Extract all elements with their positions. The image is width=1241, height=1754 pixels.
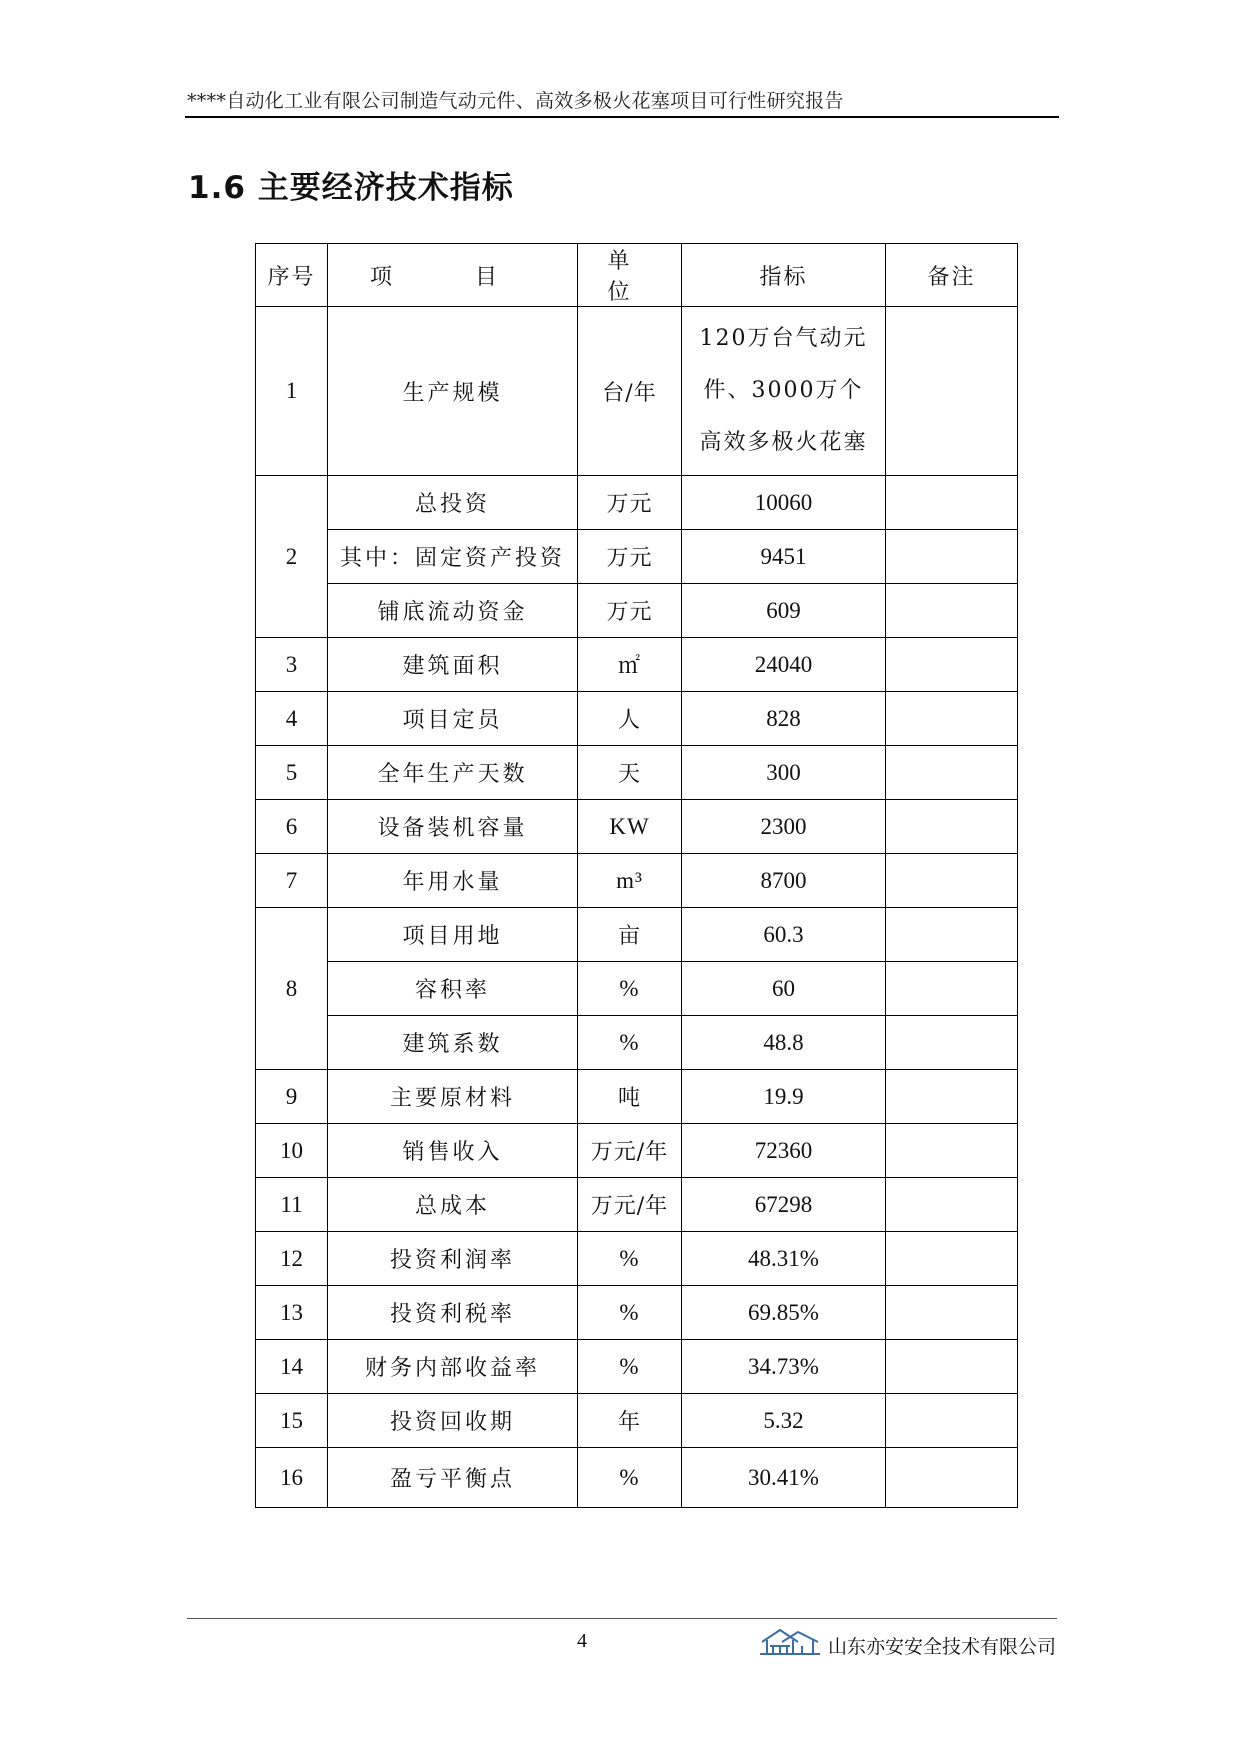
row-value: 24040 xyxy=(682,638,886,692)
row-unit: 台/年 xyxy=(578,307,682,476)
row-item: 铺底流动资金 xyxy=(328,584,578,638)
table-row xyxy=(256,692,1018,746)
row-item: 项目定员 xyxy=(328,692,578,746)
row-unit: m³ xyxy=(578,854,682,908)
row-item: 设备装机容量 xyxy=(328,800,578,854)
row-unit: ㎡ xyxy=(578,638,682,692)
page-number: 4 xyxy=(577,1630,587,1652)
row-item: 财务内部收益率 xyxy=(328,1340,578,1394)
economic-indicators-table xyxy=(255,243,1018,1508)
table-row xyxy=(256,638,1018,692)
row-item: 其中：固定资产投资 xyxy=(328,530,578,584)
row-note xyxy=(886,1232,1018,1286)
row-unit: KW xyxy=(578,800,682,854)
row-value: 9451 xyxy=(682,530,886,584)
row-value: 69.85% xyxy=(682,1286,886,1340)
table-row xyxy=(256,307,1018,476)
row-seq: 9 xyxy=(256,1070,328,1124)
table-row xyxy=(256,854,1018,908)
row-item: 总投资 xyxy=(328,476,578,530)
row-unit: % xyxy=(578,1448,682,1508)
table-header-row xyxy=(256,244,1018,307)
header-item: 项 目 xyxy=(328,244,578,307)
row-seq: 4 xyxy=(256,692,328,746)
row-note xyxy=(886,746,1018,800)
header-value: 指标 xyxy=(682,244,886,307)
row-value: 2300 xyxy=(682,800,886,854)
row-seq: 1 xyxy=(256,307,328,476)
table-row xyxy=(256,1124,1018,1178)
header-note: 备注 xyxy=(886,244,1018,307)
row-note xyxy=(886,1394,1018,1448)
row-note xyxy=(886,584,1018,638)
row-value: 67298 xyxy=(682,1178,886,1232)
document-header: ****自动化工业有限公司制造气动元件、高效多极火花塞项目可行性研究报告 xyxy=(187,90,844,112)
row-item: 年用水量 xyxy=(328,854,578,908)
row-unit: % xyxy=(578,1016,682,1070)
row-note xyxy=(886,962,1018,1016)
row-unit: 年 xyxy=(578,1394,682,1448)
company-name: 山东亦安安全技术有限公司 xyxy=(828,1636,1057,1658)
row-seq: 7 xyxy=(256,854,328,908)
row-value: 828 xyxy=(682,692,886,746)
table-row xyxy=(256,476,1018,530)
row-seq: 5 xyxy=(256,746,328,800)
row-note xyxy=(886,854,1018,908)
table-row xyxy=(256,1178,1018,1232)
row-unit: 天 xyxy=(578,746,682,800)
row-value: 8700 xyxy=(682,854,886,908)
row-value: 5.32 xyxy=(682,1394,886,1448)
row-item: 主要原材料 xyxy=(328,1070,578,1124)
row-note xyxy=(886,638,1018,692)
row-note xyxy=(886,908,1018,962)
row-note xyxy=(886,692,1018,746)
table-row xyxy=(256,800,1018,854)
row-unit: 万元 xyxy=(578,584,682,638)
row-seq: 6 xyxy=(256,800,328,854)
row-value: 60.3 xyxy=(682,908,886,962)
row-value: 30.41% xyxy=(682,1448,886,1508)
table-row xyxy=(256,1232,1018,1286)
table-row xyxy=(256,962,1018,1016)
row-unit: 人 xyxy=(578,692,682,746)
row-seq: 12 xyxy=(256,1232,328,1286)
header-seq: 序号 xyxy=(256,244,328,307)
row-item: 投资利税率 xyxy=(328,1286,578,1340)
row-item: 总成本 xyxy=(328,1178,578,1232)
row-note xyxy=(886,307,1018,476)
row-unit: 万元 xyxy=(578,530,682,584)
row-value: 19.9 xyxy=(682,1070,886,1124)
table-row xyxy=(256,530,1018,584)
row-seq: 8 xyxy=(256,908,328,1070)
row-unit: % xyxy=(578,1340,682,1394)
row-note xyxy=(886,800,1018,854)
table-row xyxy=(256,1016,1018,1070)
row-value: 34.73% xyxy=(682,1340,886,1394)
row-item: 盈亏平衡点 xyxy=(328,1448,578,1508)
row-value: 300 xyxy=(682,746,886,800)
row-item: 建筑系数 xyxy=(328,1016,578,1070)
row-note xyxy=(886,1448,1018,1508)
row-unit: 万元 xyxy=(578,476,682,530)
row-unit: 万元/年 xyxy=(578,1124,682,1178)
row-item: 投资利润率 xyxy=(328,1232,578,1286)
row-note xyxy=(886,1178,1018,1232)
table-row xyxy=(256,1340,1018,1394)
table-row xyxy=(256,1394,1018,1448)
row-seq: 11 xyxy=(256,1178,328,1232)
production-scale-text: 120万台气动元件、3000万个高效多极火花塞 xyxy=(699,326,868,455)
row-unit: % xyxy=(578,962,682,1016)
row-note xyxy=(886,476,1018,530)
row-item: 生产规模 xyxy=(328,307,578,476)
row-seq: 10 xyxy=(256,1124,328,1178)
row-note xyxy=(886,1016,1018,1070)
row-seq: 14 xyxy=(256,1340,328,1394)
row-item: 投资回收期 xyxy=(328,1394,578,1448)
table-row xyxy=(256,1286,1018,1340)
header-unit: 单 位 xyxy=(578,244,682,307)
row-value: 72360 xyxy=(682,1124,886,1178)
table-row xyxy=(256,1448,1018,1508)
row-unit: % xyxy=(578,1232,682,1286)
row-unit: % xyxy=(578,1286,682,1340)
header-rule xyxy=(185,116,1059,118)
row-value: 10060 xyxy=(682,476,886,530)
row-seq: 16 xyxy=(256,1448,328,1508)
row-value: 60 xyxy=(682,962,886,1016)
row-value xyxy=(682,307,886,476)
row-item: 容积率 xyxy=(328,962,578,1016)
row-value: 48.8 xyxy=(682,1016,886,1070)
table-row xyxy=(256,746,1018,800)
row-item: 建筑面积 xyxy=(328,638,578,692)
row-note xyxy=(886,1124,1018,1178)
row-value: 48.31% xyxy=(682,1232,886,1286)
row-seq: 3 xyxy=(256,638,328,692)
row-item: 项目用地 xyxy=(328,908,578,962)
row-item: 全年生产天数 xyxy=(328,746,578,800)
row-item: 销售收入 xyxy=(328,1124,578,1178)
footer-rule xyxy=(187,1618,1057,1619)
row-note xyxy=(886,530,1018,584)
row-unit: 亩 xyxy=(578,908,682,962)
table-row xyxy=(256,1070,1018,1124)
row-unit: 吨 xyxy=(578,1070,682,1124)
row-note xyxy=(886,1340,1018,1394)
row-seq: 15 xyxy=(256,1394,328,1448)
row-value: 609 xyxy=(682,584,886,638)
table-row xyxy=(256,584,1018,638)
row-unit: 万元/年 xyxy=(578,1178,682,1232)
row-note xyxy=(886,1070,1018,1124)
row-seq: 2 xyxy=(256,476,328,638)
house-roof-logo-icon xyxy=(758,1626,822,1658)
row-seq: 13 xyxy=(256,1286,328,1340)
row-note xyxy=(886,1286,1018,1340)
table-row xyxy=(256,908,1018,962)
section-title: 1.6 主要经济技术指标 xyxy=(188,170,514,206)
